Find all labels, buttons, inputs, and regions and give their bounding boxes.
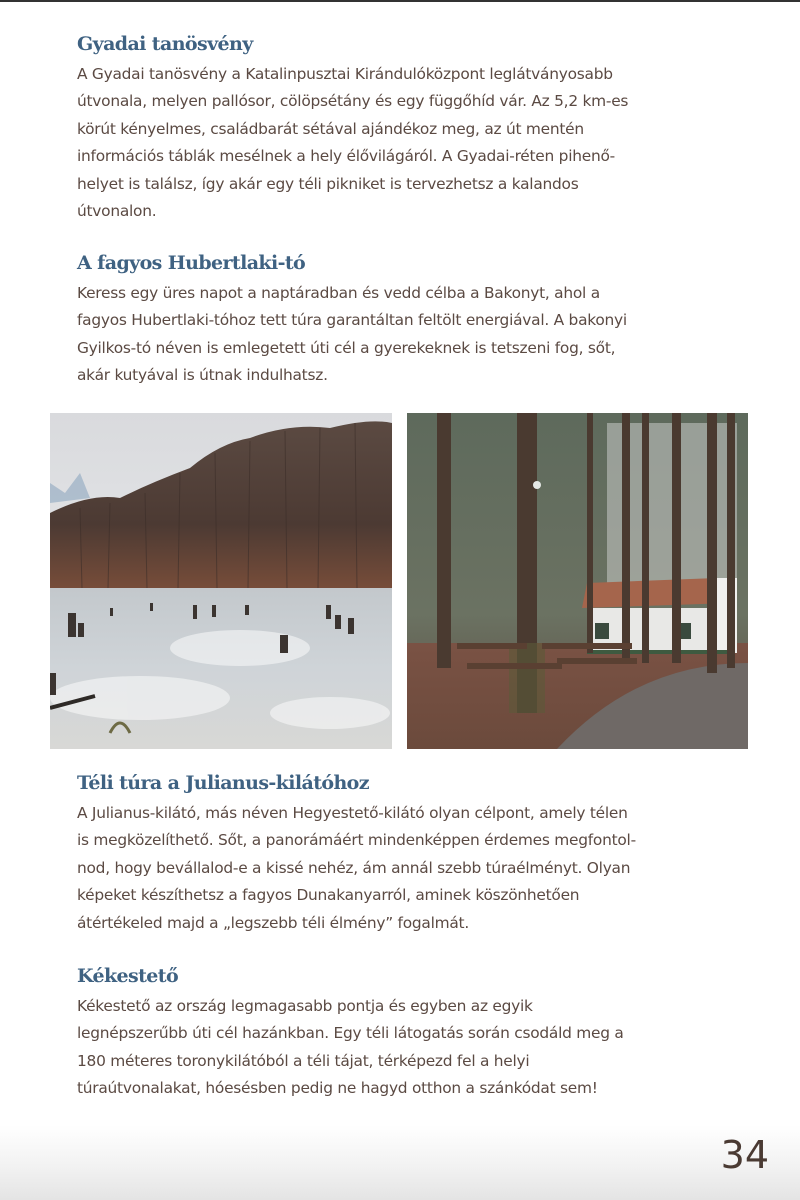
text-line: 180 méteres toronykilátóból a téli tájat, térképezd fel a helyi: [77, 1051, 530, 1070]
photo-forest-cottage: [407, 413, 748, 749]
section-paragraph: [77, 993, 737, 1103]
section-hubertlaki-to: [77, 250, 737, 390]
section-heading: Téli túra a Julianus-kilátóhoz: [77, 772, 369, 794]
text-line: A Julianus-kilátó, más néven Hegyestető-kilátó olyan célpont, amely télen: [77, 804, 628, 822]
section-heading: Kékestető: [77, 965, 179, 987]
text-line: Keress egy üres napot a naptáradban és vedd célba a Bakonyt, ahol a: [77, 284, 600, 302]
section-heading: Gyadai tanösvény: [77, 33, 253, 55]
section-paragraph: [77, 280, 737, 390]
section-kekesteto: [77, 963, 737, 1103]
text-line: körút kényelmes, családbarát sétával ajándékoz meg, az út mentén: [77, 119, 584, 138]
text-line: képeket készíthetsz a fagyos Dunakanyarról, aminek köszönhetően: [77, 886, 580, 905]
text-line: túraútvonalakat, hóesésben pedig ne hagyd otthon a szánkódat sem!: [77, 1079, 598, 1098]
text-line: útvonalon.: [77, 202, 157, 221]
text-line: is megközelíthető. Sőt, a panorámáért mindenképpen érdemes megfontol-: [77, 831, 636, 850]
text-line: nod, hogy bevállalod-e a kissé nehéz, ám annál szebb túraélményt. Olyan: [77, 858, 631, 877]
text-line: információs táblák mesélnek a hely élővilágáról. A Gyadai-réten pihenő-: [77, 147, 615, 166]
frozen-lake-image: [50, 413, 392, 749]
page-number: 34: [720, 1133, 769, 1177]
forest-cottage-image: [407, 413, 748, 749]
text-line: Gyilkos-tó néven is emlegetett úti cél a gyerekeknek is tetszeni fog, sőt,: [77, 338, 616, 357]
section-paragraph: [77, 61, 737, 225]
photo-frozen-lake: [50, 413, 392, 749]
text-line: fagyos Hubertlaki-tóhoz tett túra garantáltan feltölt energiával. A bakonyi: [77, 311, 627, 330]
text-line: A Gyadai tanösvény a Katalinpusztai Kirándulóközpont leglátványosabb: [77, 65, 613, 83]
text-line: átértékeled majd a „legszebb téli élmény” fogalmát.: [77, 913, 469, 932]
text-line: helyet is találsz, így akár egy téli pikniket is tervezhetsz a kalandos: [77, 174, 579, 193]
top-rule: [0, 0, 800, 2]
section-heading: A fagyos Hubertlaki-tó: [77, 252, 306, 274]
text-line: legnépszerűbb úti cél hazánkban. Egy téli látogatás során csodáld meg a: [77, 1024, 624, 1043]
section-gyadai-tanosveny: [77, 31, 737, 225]
section-paragraph: [77, 800, 737, 937]
text-line: akár kutyával is útnak indulhatsz.: [77, 366, 328, 385]
text-line: útvonala, melyen pallósor, cölöpsétány és egy függőhíd vár. Az 5,2 km-es: [77, 92, 629, 111]
section-julianus-kilato: [77, 770, 737, 937]
text-line: Kékestető az ország legmagasabb pontja és egyben az egyik: [77, 997, 533, 1015]
bottom-fade: [0, 1125, 800, 1200]
